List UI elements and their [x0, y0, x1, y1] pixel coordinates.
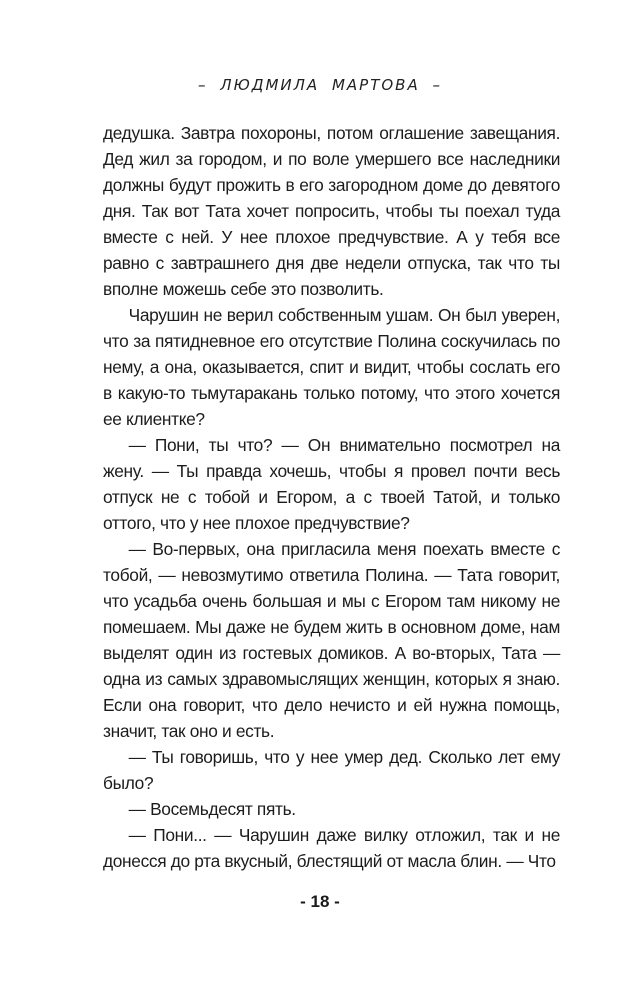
paragraph: — Пони, ты что? — Он внимательно посмотрел на жену. — Ты правда хочешь, чтобы я провел почти весь отпуск не с тобой и Егором, а с твоей Татой, и только оттого, что у нее плохое предчувствие?	[103, 435, 561, 533]
body-text	[103, 120, 560, 874]
paragraph: дедушка. Завтра похороны, потом оглашение завещания. Дед жил за городом, и по воле умершего все наследники должны будут прожить в его загородном доме до девятого дня. Так вот Тата хочет попросить, чтобы ты поехал туда вместе с ней. У нее плохое предчувствие. А у тебя все равно с завтрашнего дня две недели отпуска, так что ты вполне можешь себе это позволить.	[103, 123, 561, 299]
paragraph: — Ты говоришь, что у нее умер дед. Сколько лет ему было?	[103, 747, 561, 793]
paragraph: — Пони... — Чарушин даже вилку отложил, так и не донесся до рта вкусный, блестящий от масла блин. — Что	[103, 825, 561, 871]
paragraph: Чарушин не верил собственным ушам. Он был уверен, что за пятидневное его отсутствие Полина соскучилась по нему, а она, оказывается, спит и видит, чтобы сослать его в какую-то тьмутаракань только потому, что этого хочется ее клиентке?	[103, 305, 561, 429]
paragraph: — Восемьдесят пять.	[128, 799, 296, 819]
page-number: - 18 -	[300, 892, 340, 911]
running-header: – ЛЮДМИЛА МАРТОВА –	[198, 76, 442, 94]
paragraph: — Во-первых, она пригласила меня поехать вместе с тобой, — невозмутимо ответила Полина. — Тата говорит, что усадьба очень большая и мы с Егором там никому не помешаем. Мы даже не будем жить в основном доме, нам выделят один из гостевых домиков. А во-вторых, Тата — одна из самых здравомыслящих женщин, которых я знаю. Если она говорит, что дело нечисто и ей нужна помощь, значит, так оно и есть.	[103, 539, 561, 741]
